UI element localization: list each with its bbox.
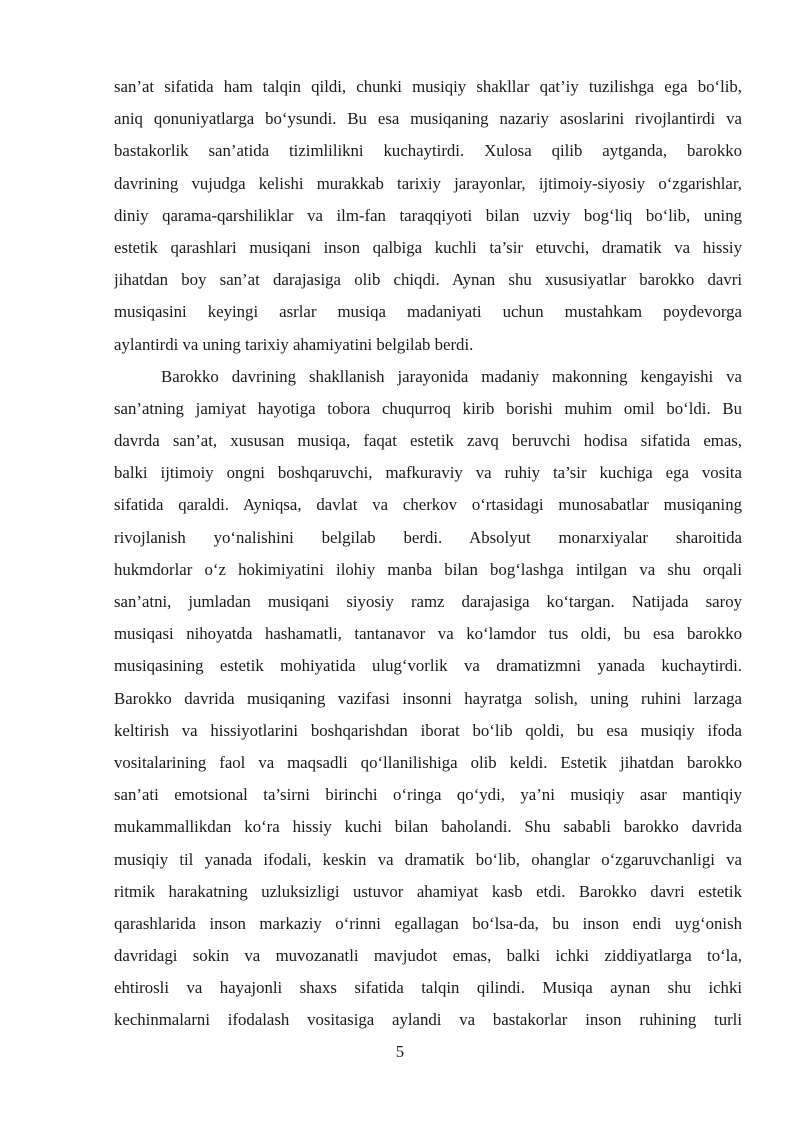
text-line: mukammallikdan ko‘ra hissiy kuchi bilan baholandi. Shu sababli barokko davrida — [114, 817, 742, 837]
text-line: ehtirosli va hayajonli shaxs sifatida talqin qilindi. Musiqa aynan shu ichki — [114, 978, 742, 998]
body-text — [114, 71, 742, 1037]
text-line: jihatdan boy san’at darajasiga olib chiqdi. Aynan shu xususiyatlar barokko davri — [114, 270, 742, 290]
page-number: 5 — [395, 1042, 405, 1061]
text-line: balki ijtimoiy ongni boshqaruvchi, mafkuraviy va ruhiy ta’sir kuchiga ega vosita — [114, 463, 742, 483]
text-line: davridagi sokin va muvozanatli mavjudot emas, balki ichki ziddiyatlarga to‘la, — [114, 946, 742, 966]
text-line: kechinmalarni ifodalash vositasiga aylandi va bastakorlar inson ruhining turli — [114, 1010, 742, 1030]
text-line: Barokko davrining shakllanish jarayonida madaniy makonning kengayishi va — [161, 366, 742, 386]
text-line: ritmik harakatning uzluksizligi ustuvor ahamiyat kasb etdi. Barokko davri estetik — [114, 881, 742, 901]
text-line: musiqasini keyingi asrlar musiqa madaniyati uchun mustahkam poydevorga — [114, 302, 742, 322]
text-line: aniq qonuniyatlarga bo‘ysundi. Bu esa musiqaning nazariy asoslarini rivojlantirdi va — [114, 109, 742, 129]
text-line: davrda san’at, xususan musiqa, faqat estetik zavq beruvchi hodisa sifatida emas, — [114, 431, 742, 451]
text-line: san’atni, jumladan musiqani siyosiy ramz darajasiga ko‘targan. Natijada saroy — [114, 592, 742, 611]
text-line: bastakorlik san’atida tizimlilikni kuchaytirdi. Xulosa qilib aytganda, barokko — [114, 141, 742, 161]
text-line: musiqasining estetik mohiyatida ulug‘vorlik va dramatizmni yanada kuchaytirdi. — [114, 656, 742, 676]
text-line: aylantirdi va uning tarixiy ahamiyatini belgilab berdi. — [114, 334, 474, 354]
text-line: Barokko davrida musiqaning vazifasi insonni hayratga solish, uning ruhini larzaga — [114, 688, 742, 708]
text-line: diniy qarama-qarshiliklar va ilm-fan taraqqiyoti bilan uzviy bog‘liq bo‘lib, uning — [114, 205, 742, 225]
text-line: keltirish va hissiyotlarini boshqarishdan iborat bo‘lib qoldi, bu esa musiqiy ifoda — [114, 720, 742, 740]
text-line: sifatida qaraldi. Ayniqsa, davlat va cherkov o‘rtasidagi munosabatlar musiqaning — [114, 495, 742, 515]
document-page — [114, 71, 742, 1037]
text-line: hukmdorlar o‘z hokimiyatini ilohiy manba bilan bog‘lashga intilgan va shu orqali — [114, 559, 742, 579]
text-line: rivojlanish yo‘nalishini belgilab berdi. Absolyut monarxiyalar sharoitida — [114, 527, 742, 547]
text-line: musiqasi nihoyatda hashamatli, tantanavor va ko‘lamdor tus oldi, bu esa barokko — [114, 624, 742, 644]
text-line: musiqiy til yanada ifodali, keskin va dramatik bo‘lib, ohanglar o‘zgaruvchanligi va — [114, 849, 742, 869]
text-line: vositalarining faol va maqsadli qo‘llanilishiga olib keldi. Estetik jihatdan barokko — [114, 752, 742, 772]
paragraph — [114, 361, 742, 1037]
text-line: san’atning jamiyat hayotiga tobora chuqurroq kirib borishi muhim omil bo‘ldi. Bu — [114, 398, 742, 418]
text-line: san’at sifatida ham talqin qildi, chunki musiqiy shakllar qat’iy tuzilishga ega bo‘lib, — [114, 77, 742, 96]
text-line: san’ati emotsional ta’sirni birinchi o‘ringa qo‘ydi, ya’ni musiqiy asar mantiqiy — [114, 785, 742, 805]
text-line: estetik qarashlari musiqani inson qalbiga kuchli ta’sir etuvchi, dramatik va hissiy — [114, 237, 742, 257]
paragraph — [114, 71, 742, 361]
text-line: qarashlarida inson markaziy o‘rinni egallagan bo‘lsa-da, bu inson endi uyg‘onish — [114, 913, 742, 933]
text-line: davrining vujudga kelishi murakkab tarixiy jarayonlar, ijtimoiy-siyosiy o‘zgarishlar, — [114, 173, 742, 193]
